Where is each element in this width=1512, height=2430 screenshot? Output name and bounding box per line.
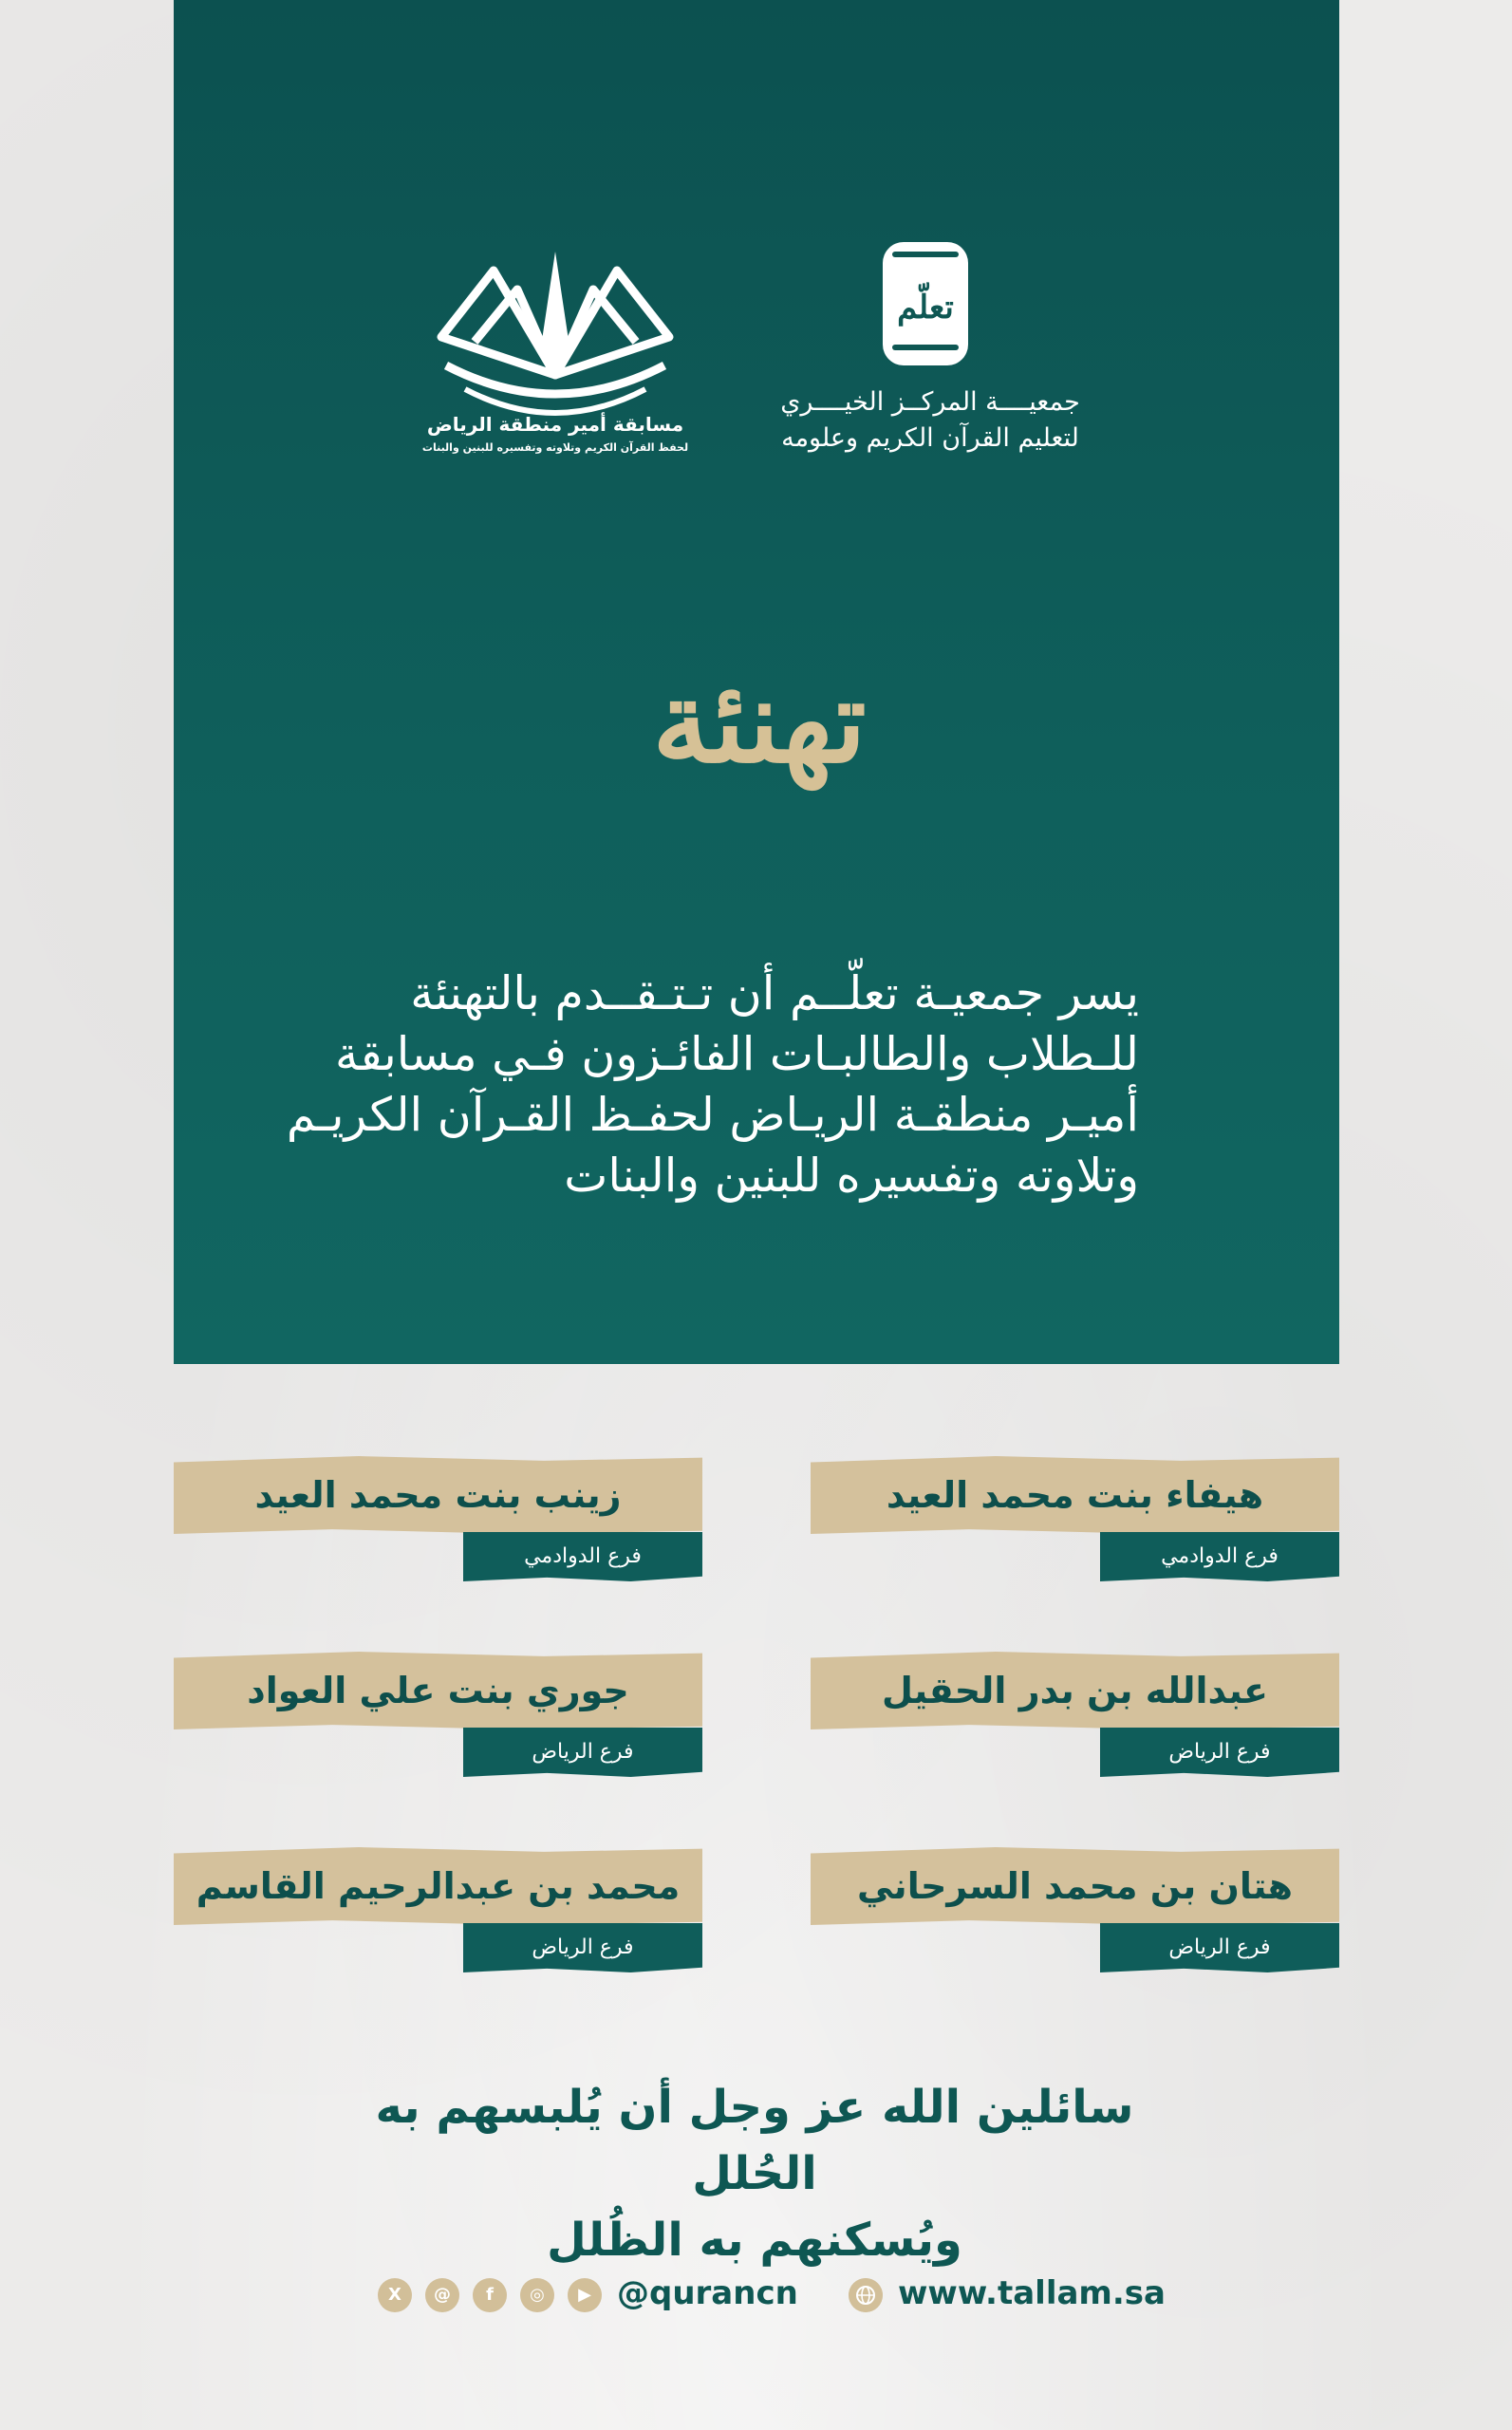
organization-name-line1: جمعيــــة المركــز الخيــــري	[780, 387, 1080, 417]
intro-line: للـطلاب والطالبـات الفائـزون فـي مسابقة	[335, 1027, 1139, 1081]
intro-line: وتلاوته وتفسيره للبنين والبنات	[564, 1149, 1139, 1203]
svg-text:تعلّم: تعلّم	[897, 289, 954, 327]
threads-icon[interactable]: @	[425, 2278, 459, 2312]
website-link[interactable]: www.tallam.sa	[898, 2274, 1166, 2312]
intro-line: يسر جمعيـة تعلّــم أن تـتـقــدم بالتهنئة	[410, 966, 1139, 1020]
winner-branch: فرع الرياض	[532, 1740, 634, 1764]
x-icon[interactable]: X	[378, 2278, 412, 2312]
competition-subtitle: لحفظ القرآن الكريم وتلاوته وتفسيره للبنين والبنات	[421, 441, 689, 454]
winner-card	[174, 1652, 702, 1780]
closing-line: سائلين الله عز وجل أن يُلبسهم به الحُلل	[375, 2081, 1134, 2200]
tallam-logo-icon	[878, 233, 973, 375]
winner-card	[174, 1456, 702, 1584]
winner-name: محمد بن عبدالرحيم القاسم	[196, 1865, 681, 1907]
winner-card	[174, 1847, 702, 1975]
winner-card	[811, 1456, 1339, 1584]
instagram-icon[interactable]: ◎	[520, 2278, 554, 2312]
competition-title: مسابقة أمير منطقة الرياض	[426, 413, 684, 436]
winner-name: عبدالله بن بدر الحقيل	[882, 1670, 1268, 1711]
congratulations-headline: تهنئة	[652, 655, 867, 789]
winner-branch: فرع الدوادمي	[524, 1544, 642, 1568]
intro-paragraph	[286, 963, 1139, 1206]
winner-name: هيفاء بنت محمد العيد	[886, 1474, 1264, 1516]
social-icons	[378, 2278, 602, 2312]
intro-line: أميـر منطقـة الريـاض لحفـظ القـرآن الكريـم	[286, 1088, 1139, 1142]
winner-name: هتان بن محمد السرحاني	[856, 1865, 1294, 1907]
closing-line: ويُسكنهم به الظُلل	[547, 2214, 962, 2267]
winner-card	[811, 1847, 1339, 1975]
globe-icon	[849, 2278, 883, 2312]
facebook-icon[interactable]: f	[473, 2278, 507, 2312]
winner-name: جوري بنت علي العواد	[247, 1670, 629, 1711]
closing-prayer	[313, 2074, 1196, 2273]
winner-branch: فرع الرياض	[1168, 1740, 1271, 1764]
organization-name-line2: لتعليم القرآن الكريم وعلومه	[781, 423, 1079, 453]
winner-branch: فرع الرياض	[1168, 1935, 1271, 1959]
winner-card	[811, 1652, 1339, 1780]
social-handle[interactable]: @qurancn	[617, 2274, 798, 2312]
winner-branch: فرع الرياض	[532, 1935, 634, 1959]
winner-branch: فرع الدوادمي	[1161, 1544, 1279, 1568]
youtube-icon[interactable]: ▶	[568, 2278, 602, 2312]
winner-name: زينب بنت محمد العيد	[254, 1474, 622, 1516]
